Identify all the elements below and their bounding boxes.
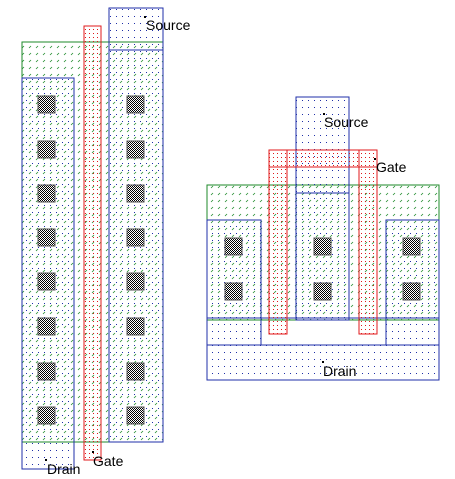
contact (225, 238, 242, 255)
contact (38, 363, 55, 380)
gate-terminal (374, 158, 407, 175)
poly-gate-left (269, 150, 287, 334)
contact (127, 318, 144, 335)
contact (127, 363, 144, 380)
source-terminal (323, 113, 369, 130)
contact (314, 283, 331, 300)
poly-gate (84, 26, 101, 460)
contact (38, 318, 55, 335)
source-terminal (144, 16, 191, 33)
contact (225, 283, 242, 300)
drain-label: Drain (323, 363, 357, 379)
contact (403, 283, 420, 300)
contact (38, 229, 55, 246)
contact (38, 96, 55, 113)
source-label: Source (324, 114, 369, 130)
drain-label: Drain (47, 461, 81, 477)
transistor-layout-right (207, 97, 439, 380)
contact (127, 229, 144, 246)
gate-terminal (92, 451, 124, 469)
contact (403, 238, 420, 255)
contact (127, 273, 144, 290)
contact (127, 407, 144, 424)
contact (127, 185, 144, 202)
drain-terminal (45, 459, 80, 477)
contact (38, 185, 55, 202)
contact (314, 238, 331, 255)
contact (38, 141, 55, 158)
contact (38, 407, 55, 424)
transistor-layout-left (22, 8, 191, 477)
poly-gate-right (359, 150, 377, 334)
gate-label: Gate (376, 159, 407, 175)
gate-label: Gate (93, 453, 124, 469)
source-label: Source (146, 17, 191, 33)
drain-terminal (322, 361, 356, 379)
contact (38, 273, 55, 290)
contact (127, 141, 144, 158)
contact (127, 96, 144, 113)
